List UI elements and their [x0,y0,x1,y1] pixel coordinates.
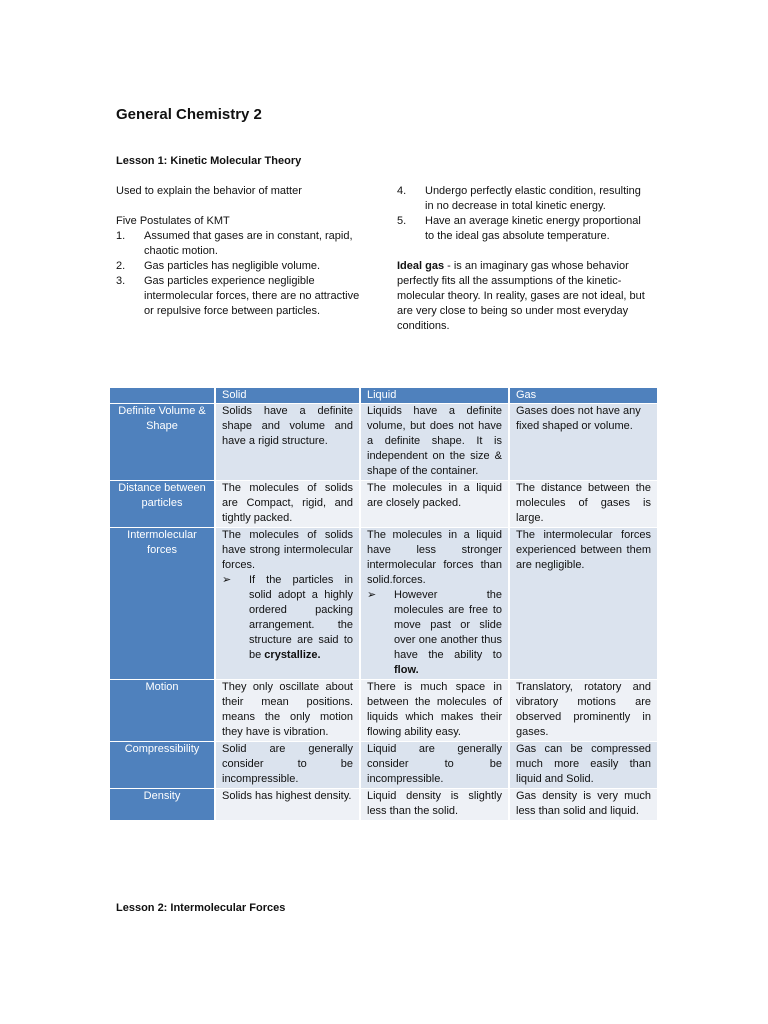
list-number: 3. [116,275,126,287]
bullet-point [222,573,353,663]
table-cell: Liquids have a definite volume, but does not have a definite shape. It is independent on the size & shape of the container. [361,404,510,481]
table-cell: Gas can be compressed much more easily than liquid and Solid. [510,742,659,789]
table-cell: Translatory, rotatory and vibratory motions are observed prominently in gases. [510,680,659,742]
list-number: 1. [116,230,126,242]
row-label: Motion [110,680,216,742]
table-row [110,680,659,742]
table-cell [361,528,510,680]
row-label: Distance between particles [110,481,216,528]
ideal-gas-text: - is an imaginary gas whose behavior perfectly fits all the assumptions of the kinetic-molecular theory. In reality, gases are not ideal, but are very close to being so under most everyday conditions. [397,260,645,332]
table-row [110,404,659,481]
list-number: 4. [397,185,407,197]
bullet-text: However the molecules are free to move past or slide over one another thus have the ability to [394,589,502,661]
list-text: Have an average kinetic energy proportional to the ideal gas absolute temperature. [425,215,641,242]
list-item [116,259,368,274]
bullet-bold-text: flow. [394,664,419,676]
list-item [116,229,368,259]
table-row [110,528,659,680]
table-cell: The distance between the molecules of gases is large. [510,481,659,528]
table-cell: The intermolecular forces experienced between them are negligible. [510,528,659,680]
table-row [110,742,659,789]
ideal-gas-term: Ideal gas [397,260,445,272]
bullet-point [367,588,502,678]
states-of-matter-table [110,388,659,821]
list-item [397,184,649,214]
cell-text: The molecules in a liquid have less stronger intermolecular forces than solid.forces. [367,529,502,586]
table-header-gas: Gas [510,388,659,404]
table-row [110,789,659,821]
lesson-1-heading: Lesson 1: Kinetic Molecular Theory [116,155,302,167]
table-header-solid: Solid [216,388,361,404]
lesson-2-heading: Lesson 2: Intermolecular Forces [116,902,286,914]
table-cell: Solid are generally consider to be incompressible. [216,742,361,789]
row-label: Compressibility [110,742,216,789]
list-number: 2. [116,260,126,272]
intro-text: Used to explain the behavior of matter [116,185,302,197]
table-cell: Liquid are generally consider to be incompressible. [361,742,510,789]
list-number: 5. [397,215,407,227]
row-label: Density [110,789,216,821]
bullet-text: If the particles in solid adopt a highly ordered packing arrangement. the structure are said to be [249,574,353,661]
table-cell: The molecules of solids are Compact, rigid, and tightly packed. [216,481,361,528]
table-cell: The molecules in a liquid are closely packed. [361,481,510,528]
row-label: Intermolecular forces [110,528,216,680]
arrow-bullet-icon: ➢ [367,589,377,601]
table-cell: Solids have a definite shape and volume and have a rigid structure. [216,404,361,481]
arrow-bullet-icon: ➢ [222,574,232,586]
list-text: Assumed that gases are in constant, rapid, chaotic motion. [144,230,353,257]
table-cell [216,528,361,680]
ideal-gas-definition [397,259,649,334]
postulates-heading: Five Postulates of KMT [116,215,230,227]
table-cell: Liquid density is slightly less than the solid. [361,789,510,821]
list-text: Gas particles experience negligible intermolecular forces, there are no attractive or repulsive force between particles. [144,275,360,317]
left-column [116,184,368,319]
table-cell: There is much space in between the molecules of liquids which makes their flowing ability easy. [361,680,510,742]
table-cell: Solids has highest density. [216,789,361,821]
table-cell: They only oscillate about their mean positions. means the only motion they have is vibration. [216,680,361,742]
table-header-liquid: Liquid [361,388,510,404]
document-title: General Chemistry 2 [116,106,262,123]
list-item [116,274,368,319]
table-cell: Gas density is very much less than solid and liquid. [510,789,659,821]
list-item [397,214,649,244]
postulates-list-continued [397,184,649,244]
table-header-row [110,388,659,404]
postulates-list [116,229,368,319]
list-text: Undergo perfectly elastic condition, resulting in no decrease in total kinetic energy. [425,185,641,212]
table-row [110,481,659,528]
right-column [397,184,649,334]
cell-text: The molecules of solids have strong intermolecular forces. [222,529,353,571]
row-label: Definite Volume & Shape [110,404,216,481]
list-text: Gas particles has negligible volume. [144,260,321,272]
bullet-bold-text: crystallize. [264,649,321,661]
table-cell: Gases does not have any fixed shaped or volume. [510,404,659,481]
table-header-corner [110,388,216,404]
